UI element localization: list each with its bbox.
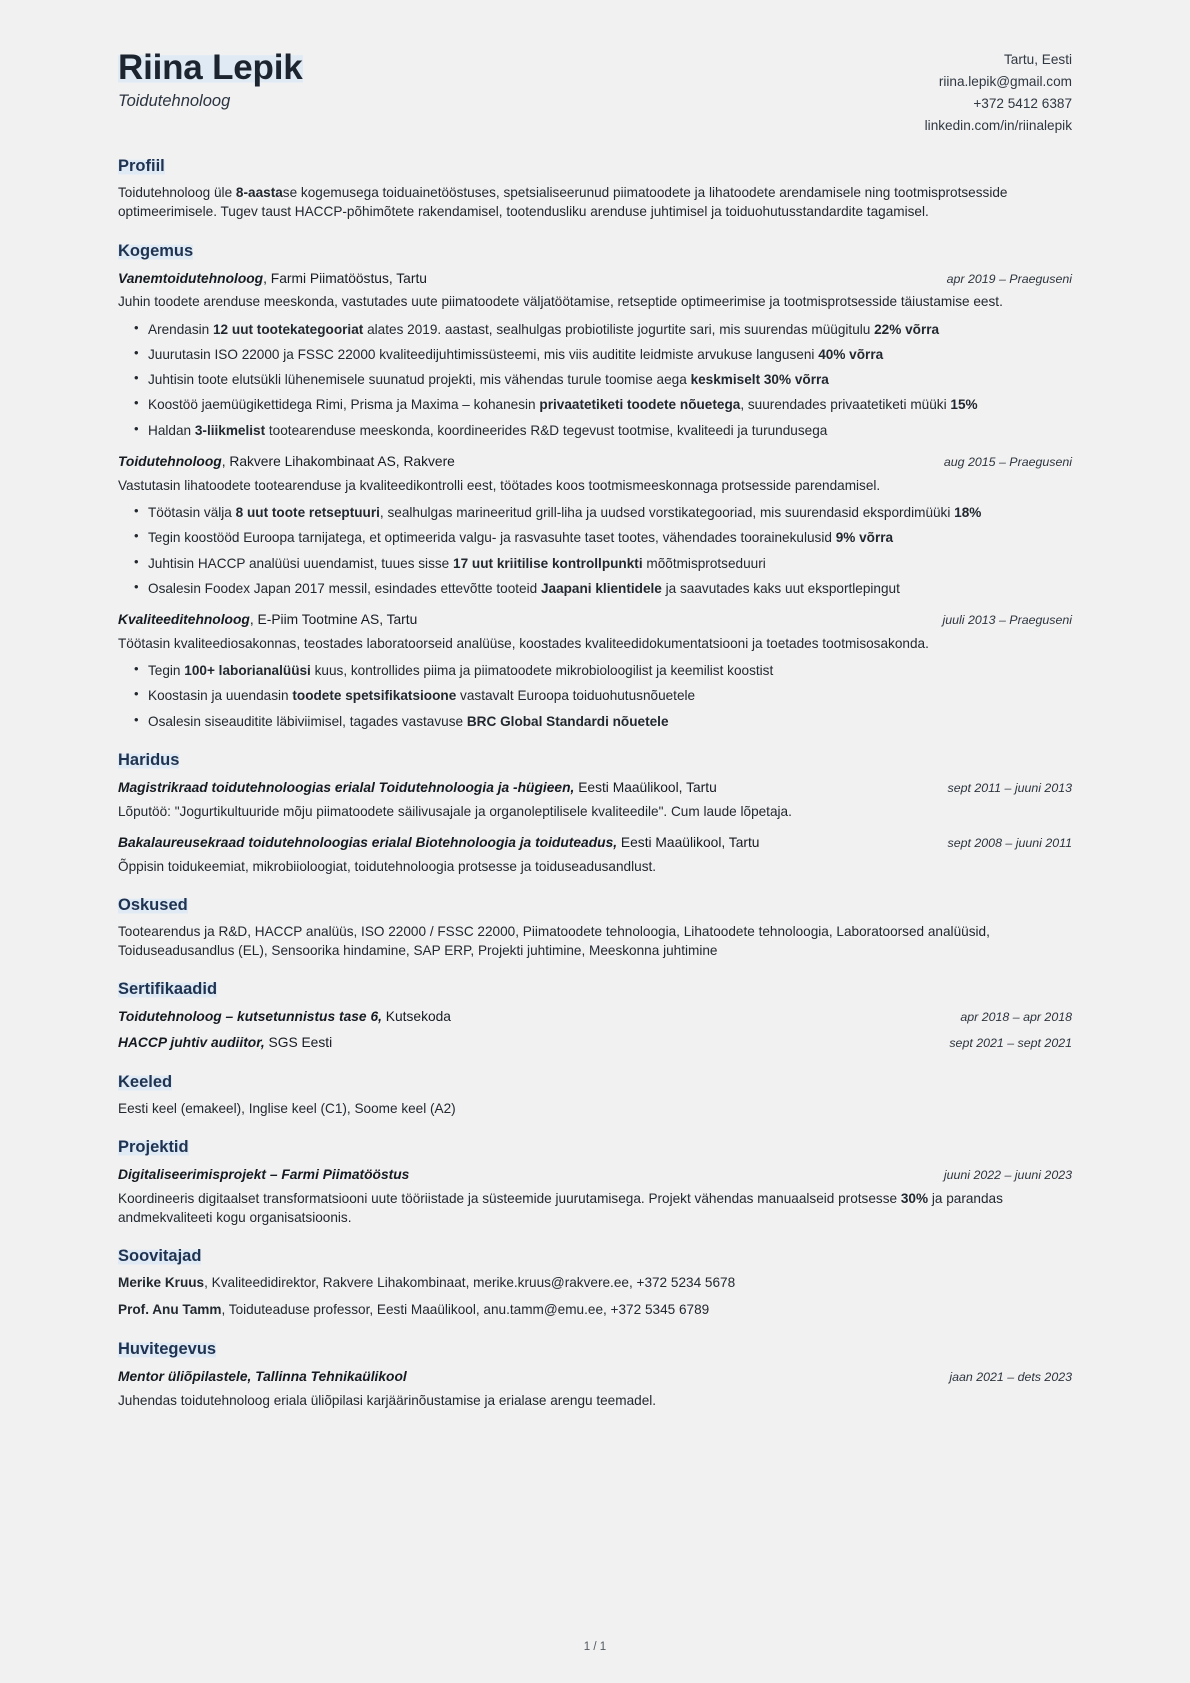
certificate-issuer: Kutsekoda xyxy=(381,1009,451,1025)
experience-role: Vanemtoidutehnoloog xyxy=(118,270,264,286)
education-description: Lõputöö: "Jogurtikultuuride mõju piimatoodete säilivusajale ja organoleptilisele kvaliteedile". Cum laude lõpetaja. xyxy=(118,803,792,819)
bullet-text: Tegin xyxy=(148,663,185,679)
certificate-title xyxy=(118,1008,451,1027)
list-item xyxy=(118,712,1072,731)
profile-text-part2: se kogemusega toiduainetööstuses, spetsialiseerunud piimatoodete ja lihatoodete arendamisele ning tootmisprotsesside optimeerimisele. Tugev taust HACCP-põhimõtete rakendamisel, tootendusliku arenduse juhtimisel ja toiduohutusstandardite tagamisel. xyxy=(118,185,1008,220)
experience-bullet-list xyxy=(118,503,1072,598)
bullet-highlight: 3-liikmelist xyxy=(194,422,266,438)
experience-entry xyxy=(118,270,1072,440)
list-item xyxy=(118,395,1072,414)
certificate-name: Toidutehnoloog – kutsetunnistus tase 6, xyxy=(118,1009,382,1025)
interest-name: Mentor üliõpilastele, Tallinna Tehnikaülikool xyxy=(118,1368,407,1384)
section-title-experience: Kogemus xyxy=(118,241,194,260)
bullet-highlight: 18% xyxy=(954,504,982,520)
list-item xyxy=(118,661,1072,680)
project-desc-part1: Koordineeris digitaalset transformatsiooni uute tööriistade ja süsteemide juurutamisega. Projekt vähendas manuaalseid protsesse xyxy=(118,1190,901,1206)
contact-email[interactable]: riina.lepik@gmail.com xyxy=(938,74,1072,90)
certificate-date: apr 2018 – apr 2018 xyxy=(960,1010,1072,1025)
experience-entry-title xyxy=(118,453,455,472)
skills-text: Tootearendus ja R&D, HACCP analüüs, ISO 22000 / FSSC 22000, Piimatoodete tehnoloogia, Lihatoodete tehnoloogia, Laboratoorsed analüüsid, Toiduseadusandlus (EL), Sensoorika hindamine, SAP ERP, Projekti juhtimine, Meeskonna juhtimine xyxy=(118,923,990,959)
section-references xyxy=(118,1247,1072,1320)
section-projects xyxy=(118,1138,1072,1227)
experience-company: , Farmi Piimatööstus, Tartu xyxy=(263,270,427,286)
job-title: Toidutehnoloog xyxy=(118,92,231,111)
page-footer: 1 / 1 xyxy=(583,1641,607,1653)
project-date: juuni 2022 – juuni 2023 xyxy=(943,1167,1072,1182)
section-title-certificates: Sertifikaadid xyxy=(118,980,218,999)
certificate-date: sept 2021 – sept 2021 xyxy=(949,1036,1072,1051)
certificate-entry xyxy=(118,1034,1072,1053)
list-item xyxy=(118,370,1072,389)
bullet-text: Arendasin xyxy=(148,321,213,337)
bullet-highlight: toodete spetsifikatsioone xyxy=(292,688,457,704)
reference-details: , Toiduteaduse professor, Eesti Maaülikool, anu.tamm@emu.ee, +372 5345 6789 xyxy=(221,1301,710,1317)
bullet-text: tootearenduse meeskonda, koordineerides R&D tegevust tootmise, kvaliteedi ja turundusega xyxy=(265,422,828,438)
education-degree: Magistrikraad toidutehnoloogias erialal Toidutehnoloogia ja -hügieen, xyxy=(118,779,575,795)
education-description: Õppisin toidukeemiat, mikrobiioloogiat, toidutehnoloogia protsesse ja toiduseadusandlust. xyxy=(118,858,657,874)
certificate-issuer: SGS Eesti xyxy=(264,1035,333,1051)
contact-location: Tartu, Eesti xyxy=(1004,52,1072,67)
education-entry-head xyxy=(118,779,1072,798)
experience-description: Juhin toodete arenduse meeskonda, vastutades uute piimatoodete väljatöötamise, retseptide optimeerimise ja tootmisprotsesside täiustamise eest. xyxy=(118,294,1003,310)
education-date: sept 2011 – juuni 2013 xyxy=(947,780,1072,795)
bullet-text: Töötasin välja xyxy=(148,504,236,520)
section-profile xyxy=(118,157,1072,222)
bullet-text: ja saavutades kaks uut eksportlepingut xyxy=(661,580,900,596)
section-interests xyxy=(118,1340,1072,1410)
bullet-text: kuus, kontrollides piima ja piimatoodete mikrobioloogilist ja keemilist koostist xyxy=(310,663,774,679)
section-languages xyxy=(118,1073,1072,1118)
bullet-text: vastavalt Euroopa toiduohutusnõuetele xyxy=(456,688,696,704)
experience-description: Töötasin kvaliteediosakonnas, teostades laboratoorseid analüüse, koostades kvaliteedidokumentatsiooni ja toetades tootmisosakonda. xyxy=(118,635,929,651)
interest-date: jaan 2021 – dets 2023 xyxy=(949,1369,1072,1384)
education-entry xyxy=(118,834,1072,876)
education-entry-title xyxy=(118,834,759,853)
languages-text: Eesti keel (emakeel), Inglise keel (C1), Soome keel (A2) xyxy=(118,1100,456,1116)
education-date: sept 2008 – juuni 2011 xyxy=(947,835,1072,850)
list-item xyxy=(118,345,1072,364)
bullet-highlight: privaatetiketi toodete nõuetega xyxy=(539,397,741,413)
list-item xyxy=(118,503,1072,522)
experience-entry-title xyxy=(118,270,427,289)
certificate-name: HACCP juhtiv audiitor, xyxy=(118,1035,265,1051)
project-entry-head xyxy=(118,1166,1072,1185)
education-entry xyxy=(118,779,1072,821)
experience-entry-head xyxy=(118,611,1072,630)
section-title-interests: Huvitegevus xyxy=(118,1339,217,1358)
experience-entry xyxy=(118,611,1072,731)
section-title-projects: Projektid xyxy=(118,1137,189,1156)
section-skills xyxy=(118,896,1072,961)
contact-phone[interactable]: +372 5412 6387 xyxy=(973,96,1072,112)
education-degree: Bakalaureusekraad toidutehnoloogias erialal Biotehnoloogia ja toiduteadus, xyxy=(118,834,618,850)
experience-date: apr 2019 – Praeguseni xyxy=(946,271,1072,286)
section-title-skills: Oskused xyxy=(118,895,188,914)
bullet-highlight: 15% xyxy=(950,397,978,413)
education-list xyxy=(118,779,1072,876)
experience-role: Kvaliteeditehnoloog xyxy=(118,612,250,628)
list-item xyxy=(118,579,1072,598)
project-description xyxy=(118,1189,1072,1228)
experience-list xyxy=(118,270,1072,731)
bullet-text: Koostöö jaemüügikettidega Rimi, Prisma ja Maxima – kohanesin xyxy=(148,397,540,413)
bullet-text: , suurendades privaatetiketi müüki xyxy=(740,397,951,413)
references-list xyxy=(118,1273,1072,1320)
bullet-highlight: 17 uut kriitilise kontrollpunkti xyxy=(453,555,643,571)
bullet-text: Juhtisin toote elutsükli lühenemisele suunatud projekti, mis vähendas turule toomise aega xyxy=(148,372,691,388)
bullet-text: Haldan xyxy=(148,422,195,438)
reference-entry xyxy=(118,1273,1072,1293)
section-title-profile: Profiil xyxy=(118,157,165,176)
bullet-text: mõõtmisprotseduuri xyxy=(642,555,766,571)
project-name: Digitaliseerimisprojekt – Farmi Piimatööstus xyxy=(118,1166,410,1182)
bullet-text: Juhtisin HACCP analüüsi uuendamist, tuues sisse xyxy=(148,555,454,571)
reference-entry xyxy=(118,1300,1072,1320)
bullet-highlight: Jaapani klientidele xyxy=(540,580,662,596)
bullet-highlight: keskmiselt 30% võrra xyxy=(690,372,829,388)
experience-date: aug 2015 – Praeguseni xyxy=(943,455,1072,470)
bullet-highlight: 12 uut tootekategooriat xyxy=(213,321,364,337)
bullet-text: alates 2019. aastast, sealhulgas probiotiliste jogurtite sari, mis suurendas müügitulu xyxy=(363,321,875,337)
education-entry-title xyxy=(118,779,717,798)
education-school: Eesti Maaülikool, Tartu xyxy=(617,834,760,850)
experience-entry-head xyxy=(118,453,1072,472)
interests-list xyxy=(118,1368,1072,1410)
project-desc-part2: ja parandas andmekvaliteeti kogu organisatsioonis. xyxy=(118,1190,1003,1225)
education-entry-head xyxy=(118,834,1072,853)
bullet-highlight: 40% võrra xyxy=(818,346,884,362)
certificate-title xyxy=(118,1034,332,1053)
list-item xyxy=(118,320,1072,339)
bullet-text: Tegin koostööd Euroopa tarnijatega, et optimeerida valgu- ja rasvasuhte taset tootes, vähendades toorainekulusid xyxy=(148,530,836,546)
experience-company: , Rakvere Lihakombinaat AS, Rakvere xyxy=(221,454,455,470)
bullet-highlight: BRC Global Standardi nõuetele xyxy=(466,713,669,729)
bullet-highlight: 9% võrra xyxy=(835,530,894,546)
reference-name: Prof. Anu Tamm xyxy=(118,1301,222,1317)
section-certificates xyxy=(118,980,1072,1052)
reference-name: Merike Kruus xyxy=(118,1275,205,1291)
page-title: Riina Lepik xyxy=(118,48,303,87)
projects-list xyxy=(118,1166,1072,1227)
list-item xyxy=(118,421,1072,440)
interest-entry-head xyxy=(118,1368,1072,1387)
profile-text-part1: Toidutehnoloog üle xyxy=(118,185,236,201)
experience-description: Vastutasin lihatoodete tootearenduse ja kvaliteedikontrolli eest, töötades koos tootmismeeskonnaga protsesside parendamisel. xyxy=(118,477,881,493)
experience-entry xyxy=(118,453,1072,598)
education-school: Eesti Maaülikool, Tartu xyxy=(574,779,717,795)
experience-date: juuli 2013 – Praeguseni xyxy=(942,613,1072,628)
bullet-highlight: 22% võrra xyxy=(874,321,940,337)
contact-block xyxy=(925,44,1072,137)
bullet-text: , sealhulgas marineeritud grill-liha ja uudsed vorstikategooriad, mis suurendasid ekspordimüüki xyxy=(379,504,955,520)
profile-text-highlight: 8-aasta xyxy=(235,185,283,201)
list-item xyxy=(118,554,1072,573)
bullet-text: Juurutasin ISO 22000 ja FSSC 22000 kvaliteedijuhtimissüsteemi, mis viis auditite leidmiste arvukuse languseni xyxy=(148,346,819,362)
experience-role: Toidutehnoloog xyxy=(118,454,222,470)
experience-bullet-list xyxy=(118,661,1072,731)
interest-title xyxy=(118,1368,407,1387)
bullet-text: Osalesin siseauditite läbiviimisel, tagades vastavuse xyxy=(148,713,467,729)
section-education xyxy=(118,751,1072,876)
contact-linkedin[interactable]: linkedin.com/in/riinalepik xyxy=(924,118,1072,134)
project-desc-highlight: 30% xyxy=(900,1190,929,1206)
experience-bullet-list xyxy=(118,320,1072,440)
certificates-list xyxy=(118,1008,1072,1052)
bullet-text: Koostasin ja uuendasin xyxy=(148,688,293,704)
list-item xyxy=(118,528,1072,547)
reference-details: , Kvaliteedidirektor, Rakvere Lihakombinaat, merike.kruus@rakvere.ee, +372 5234 5678 xyxy=(204,1275,736,1291)
list-item xyxy=(118,686,1072,705)
section-title-education: Haridus xyxy=(118,750,180,769)
bullet-highlight: 100+ laborianalüüsi xyxy=(184,663,311,679)
section-title-languages: Keeled xyxy=(118,1072,173,1091)
section-experience xyxy=(118,242,1072,731)
section-title-references: Soovitajad xyxy=(118,1247,202,1266)
interest-entry xyxy=(118,1368,1072,1410)
experience-entry-head xyxy=(118,270,1072,289)
interest-description: Juhendas toidutehnoloog eriala üliõpilasi karjäärinõustamise ja erialase arengu teemadel. xyxy=(118,1392,657,1408)
bullet-highlight: 8 uut toote retseptuuri xyxy=(235,504,380,520)
experience-company: , E-Piim Tootmine AS, Tartu xyxy=(249,612,418,628)
experience-entry-title xyxy=(118,611,417,630)
bullet-text: Osalesin Foodex Japan 2017 messil, esindades ettevõtte tooteid xyxy=(148,580,541,596)
resume-header xyxy=(118,44,1072,137)
identity-block xyxy=(118,44,303,111)
project-title xyxy=(118,1166,409,1185)
project-entry xyxy=(118,1166,1072,1227)
profile-text xyxy=(118,183,1072,222)
certificate-entry xyxy=(118,1008,1072,1027)
